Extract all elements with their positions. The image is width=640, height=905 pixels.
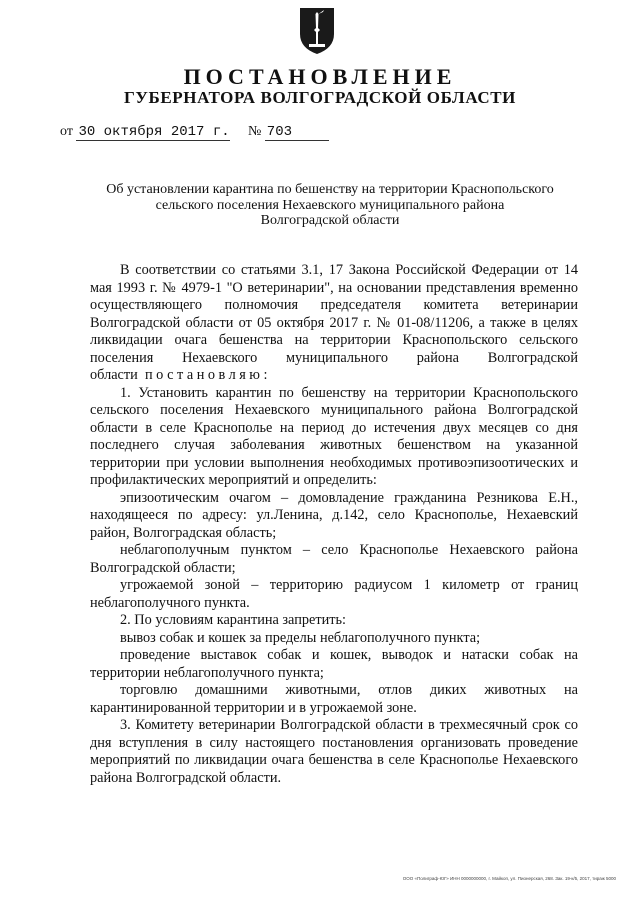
date-label: от bbox=[60, 124, 73, 139]
clause-1-item-focus: эпизоотическим очагом – домовладение гражданина Резникова Е.Н., находящееся по адресу: ул.Ленина, д.142, село Краснополье, Нехаевский район, Волгоградская область; bbox=[90, 489, 578, 541]
subject-line: сельского поселения Нехаевского муниципального района bbox=[155, 197, 505, 213]
document-title: ПОСТАНОВЛЕНИЕ bbox=[183, 64, 457, 89]
document-number: 703 bbox=[265, 124, 329, 141]
subject-line: Волгоградской области bbox=[260, 213, 400, 228]
document-body bbox=[90, 262, 578, 787]
date-number-line bbox=[60, 124, 329, 141]
preamble-text: В соответствии со статьями 3.1, 17 Закона Российской Федерации от 14 мая 1993 г. № 4979-1 "О ветеринарии", на основании представления временно осуществляющего полномочия председателя комитета ветеринарии Волгоградской области от 05 октября 2017 г. № 01-08/11206, а также в целях ликвидации очага бешенства на территории Краснопольского сельского поселения Нехаевского муниципального района Волгоградской области bbox=[90, 262, 578, 383]
resolution-word: постановляю: bbox=[144, 367, 271, 383]
clause-1: 1. Установить карантин по бешенству на территории Краснопольского сельского поселения Нехаевского муниципального района Волгоградской области в селе Краснополье на период до истечения двух месяцев со дня последнего случая заболевания животных бешенством на указанной территории при условии выполнения необходимых противоэпизоотических и профилактических мероприятий и определить: bbox=[90, 384, 578, 488]
clause-2-item-exhibitions: проведение выставок собак и кошек, выводок и натаски собак на территории неблагополучного пункта; bbox=[90, 647, 578, 681]
document-date: 30 октября 2017 г. bbox=[78, 124, 230, 140]
clause-1-item-point: неблагополучным пунктом – село Краснополье Нехаевского района Волгоградской области; bbox=[90, 542, 578, 576]
subject-line: Об установлении карантина по бешенству на территории Краснопольского bbox=[106, 182, 554, 197]
clause-2-item-trade: торговлю домашними животными, отлов диких животных на карантинированной территории и в угрожаемой зоне. bbox=[90, 682, 578, 716]
clause-1-item-zone: угрожаемой зоной – территорию радиусом 1 километр от границ неблагополучного пункта. bbox=[90, 577, 578, 611]
document-subject bbox=[80, 182, 580, 229]
clause-3: 3. Комитету ветеринарии Волгоградской области в трехмесячный срок со дня вступления в силу настоящего постановления организовать проведение мероприятий по ликвидации очага бешенства в селе Краснополье Нехаевского района Волгоградской области. bbox=[90, 717, 578, 786]
clause-2: 2. По условиям карантина запретить: bbox=[120, 612, 346, 628]
clause-2-item-export: вывоз собак и кошек за пределы неблагополучного пункта; bbox=[120, 629, 481, 646]
document-issuer: ГУБЕРНАТОРА ВОЛГОГРАДСКОЙ ОБЛАСТИ bbox=[124, 88, 516, 107]
printer-imprint: ООО «Полиграф-ЮГ» ИНН 0000000000, г. Майкоп, ул. Пионерская, 268. Зак. 19-к/5, 2017, тираж 5000 bbox=[402, 876, 616, 881]
coat-of-arms-icon bbox=[297, 6, 337, 56]
number-label: № bbox=[247, 124, 262, 139]
preamble-paragraph bbox=[90, 262, 578, 385]
